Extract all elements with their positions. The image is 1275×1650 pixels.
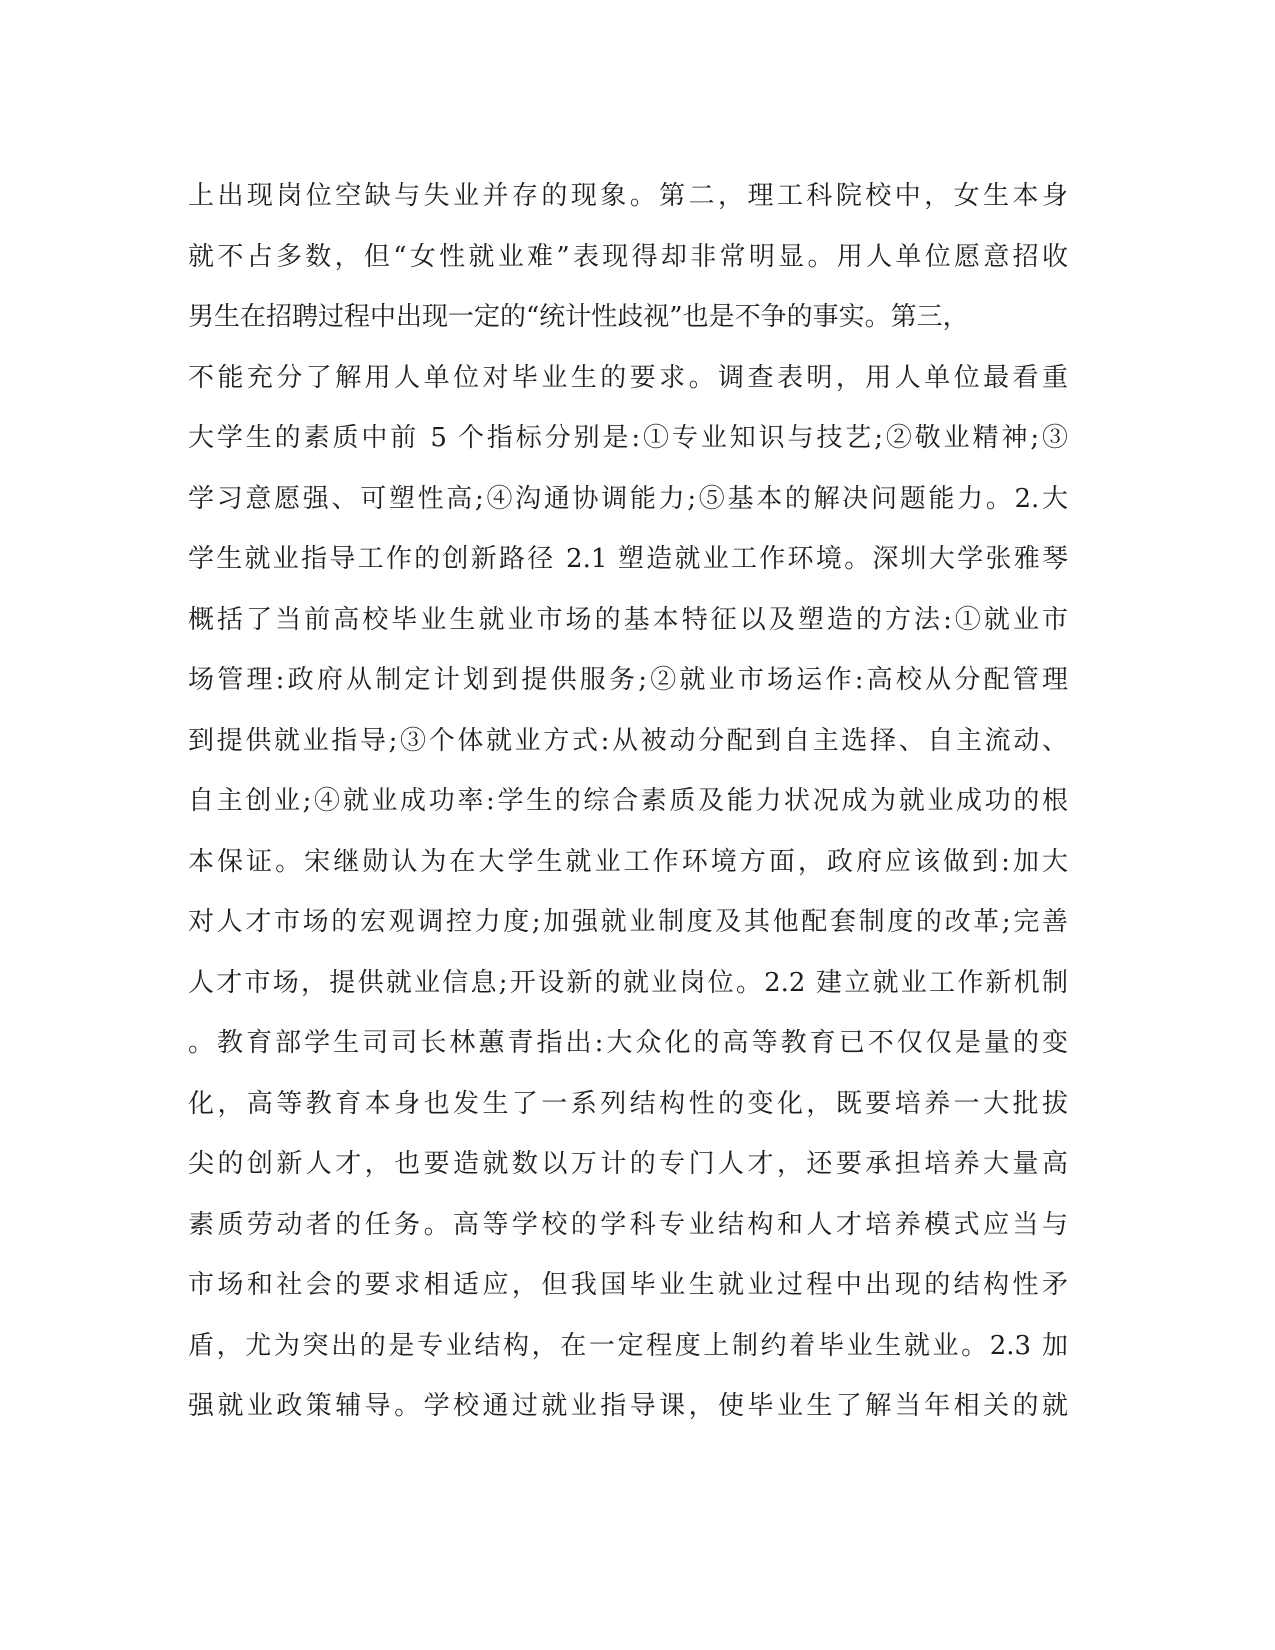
text-line: 大学生的素质中前 5 个指标分别是:①专业知识与技艺;②敬业精神;③: [188, 423, 1068, 453]
text-line: 自主创业;④就业成功率:学生的综合素质及能力状况成为就业成功的根: [188, 786, 1068, 816]
text-line: 场管理:政府从制定计划到提供服务;②就业市场运作:高校从分配管理: [188, 665, 1068, 695]
text-line: 尖的创新人才，也要造就数以万计的专门人才，还要承担培养大量高: [188, 1149, 1068, 1179]
text-line: 本保证。宋继勋认为在大学生就业工作环境方面，政府应该做到:加大: [188, 846, 1068, 877]
text-line: 强就业政策辅导。学校通过就业指导课，使毕业生了解当年相关的就: [188, 1391, 1068, 1421]
body-text: [188, 166, 1068, 1437]
text-line: 对人才市场的宏观调控力度;加强就业制度及其他配套制度的改革;完善: [188, 907, 1068, 937]
text-line: 学生就业指导工作的创新路径 2.1 塑造就业工作环境。深圳大学张雅琴: [188, 544, 1068, 574]
text-line: 素质劳动者的任务。高等学校的学科专业结构和人才培养模式应当与: [188, 1209, 1068, 1240]
text-line: 就不占多数，但“女性就业难”表现得却非常明显。用人单位愿意招收: [188, 241, 1068, 272]
text-line: 化，高等教育本身也发生了一系列结构性的变化，既要培养一大批拔: [188, 1088, 1068, 1119]
text-line: 盾，尤为突出的是专业结构，在一定程度上制约着毕业生就业。2.3 加: [188, 1330, 1068, 1361]
text-line: 学习意愿强、可塑性高;④沟通协调能力;⑤基本的解决问题能力。2.大: [188, 483, 1068, 514]
text-line: 。教育部学生司司长林蕙青指出:大众化的高等教育已不仅仅是量的变: [188, 1028, 1068, 1058]
text-line: 市场和社会的要求相适应，但我国毕业生就业过程中出现的结构性矛: [188, 1270, 1068, 1300]
text-line: 概括了当前高校毕业生就业市场的基本特征以及塑造的方法:①就业市: [188, 604, 1068, 635]
text-line: 上出现岗位空缺与失业并存的现象。第二，理工科院校中，女生本身: [188, 181, 1068, 211]
text-line: 到提供就业指导;③个体就业方式:从被动分配到自主选择、自主流动、: [188, 725, 1068, 756]
text-line: 不能充分了解用人单位对毕业生的要求。调查表明，用人单位最看重: [188, 362, 1068, 393]
text-line: 男生在招聘过程中出现一定的“统计性歧视”也是不争的事实。第三，: [188, 302, 969, 332]
text-line: 人才市场，提供就业信息;开设新的就业岗位。2.2 建立就业工作新机制: [188, 967, 1068, 998]
